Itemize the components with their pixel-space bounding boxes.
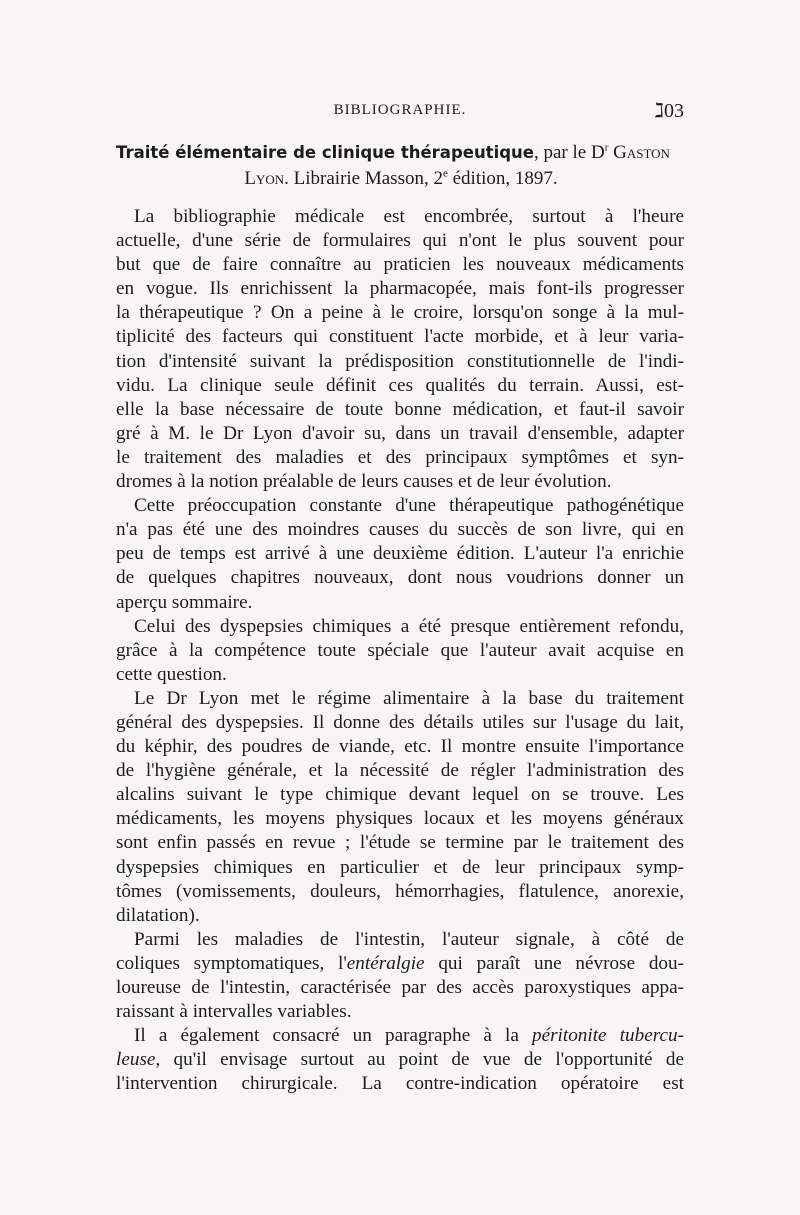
text-line: grâce à la compétence toute spéciale que l'auteur avait acquise en: [116, 639, 684, 661]
text-line: Celui des dyspepsies chimiques a été presque entièrement refondu,: [134, 615, 684, 637]
text-line: dromes à la notion préalable de leurs causes et de leur évolution.: [116, 471, 612, 493]
italic-term: péritonite tubercu-: [531, 1025, 684, 1047]
text-line: en vogue. Ils enrichissent la pharmacopée, mais font-ils progresser: [116, 278, 684, 300]
text-line: gré à M. le Dr Lyon d'avoir su, dans un travail d'ensemble, adapter: [116, 422, 684, 444]
text-line: la thérapeutique ? On a peine à le croire, lorsqu'on songe à la mul-: [116, 302, 684, 324]
text-line: dyspepsies chimiques en particulier et de leur principaux symp-: [116, 856, 684, 878]
text-fragment: qui paraît une névrose dou-: [424, 952, 684, 974]
text-line: La bibliographie médicale est encombrée, surtout à l'heure: [134, 206, 684, 227]
text-line: Le Dr Lyon met le régime alimentaire à la base du traitement: [134, 687, 684, 709]
edition-sup: e: [442, 167, 448, 180]
text-line: général des dyspepsies. Il donne des détails utiles sur l'usage du lait,: [116, 711, 684, 733]
text-line: cette question.: [116, 663, 227, 685]
text-line: vidu. La clinique seule définit ces qualités du terrain. Aussi, est-: [116, 374, 684, 396]
text-line: du képhir, des poudres de viande, etc. Il montre ensuite l'importance: [116, 736, 684, 758]
text-fragment: coliques symptomatiques, l': [116, 952, 347, 974]
running-head: [116, 98, 684, 124]
text-line: raissant à intervalles variables.: [116, 1001, 352, 1023]
publisher: . Librairie Masson, 2: [284, 168, 443, 189]
text-line: tômes (vomissements, douleurs, hémorrhagies, flatulence, anorexie,: [116, 880, 684, 902]
text-line: [116, 1024, 684, 1048]
text-line: peu de temps est arrivé à une deuxième édition. L'auteur l'a enrichie: [116, 543, 684, 565]
text-line: sont enfin passés en revue ; l'étude se termine par le traitement des: [116, 832, 684, 854]
text-line: n'a pas été une des moindres causes du succès de son livre, qui en: [116, 519, 684, 541]
text-fragment: Il a également consacré un paragraphe à la: [134, 1025, 532, 1047]
text-line: actuelle, d'une série de formulaires qui n'ont le plus souvent pour: [116, 230, 684, 252]
running-title: BIBLIOGRAPHIE.: [333, 102, 467, 118]
text-line: [116, 1048, 684, 1072]
text-line: médicaments, les moyens physiques locaux et les moyens généraux: [116, 808, 684, 830]
review-body: [116, 205, 684, 1096]
book-title: Traité élémentaire de clinique thérapeutique: [116, 143, 534, 162]
text-line: l'intervention chirurgicale. La contre-indication opératoire est: [116, 1073, 684, 1095]
text-line: de l'hygiène générale, et la nécessité de régler l'administration des: [116, 760, 684, 782]
text-line: [116, 952, 684, 976]
text-line: alcalins suivant le type chimique devant lequel on se trouve. Les: [116, 784, 684, 806]
text-line: de quelques chapitres nouveaux, dont nous voudrions donner un: [116, 567, 684, 589]
edition-rest: édition, 1897.: [447, 168, 558, 189]
text-line: le traitement des maladies et des principaux symptômes et syn-: [116, 446, 684, 468]
italic-term: leuse: [116, 1049, 156, 1071]
author-last: Lyon: [244, 168, 285, 189]
text-line: elle la base nécessaire de toute bonne médication, et faut-il savoir: [116, 398, 684, 420]
text-line: but que de faire connaître au praticien les nouveaux médicaments: [116, 254, 684, 276]
by-prefix: , par le D: [533, 142, 605, 163]
doctor-sup: r: [604, 141, 609, 154]
review-heading: [116, 140, 686, 192]
text-line: loureuse de l'intestin, caractérisée par des accès paroxystiques appa-: [116, 977, 684, 998]
text-line: dilatation).: [116, 904, 200, 926]
text-line: Parmi les maladies de l'intestin, l'auteur signale, à côté de: [134, 928, 684, 950]
italic-term: entéralgie: [346, 952, 425, 974]
text-line: aperçu sommaire.: [116, 591, 253, 613]
text-line: tiplicité des facteurs qui constituent l'acte morbide, et à leur varia-: [116, 326, 684, 348]
text-fragment: , qu'il envisage surtout au point de vue de l'opportunité de: [155, 1049, 684, 1071]
text-line: Cette préoccupation constante d'une thérapeutique pathogénétique: [134, 495, 684, 517]
author-first: Gaston: [608, 142, 670, 163]
page-number: ℷ03: [654, 100, 684, 122]
text-line: tion d'intensité suivant la prédisposition constitutionnelle de l'indi-: [116, 350, 684, 372]
